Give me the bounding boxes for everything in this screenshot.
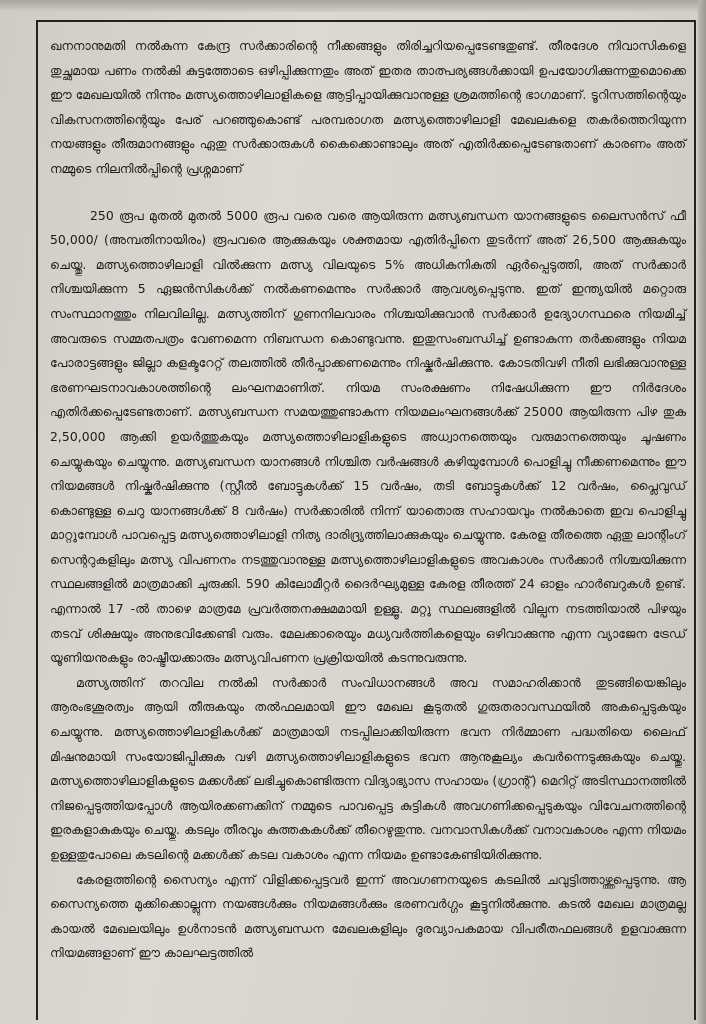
paragraph-1: ഖനനാനുമതി നൽകുന്ന കേന്ദ്ര സർക്കാരിന്റെ നീക്കങ്ങളും തിരിച്ചറിയപ്പെടേണ്ടതുണ്ട്. തീരദേശ നിവാസികളെ തുച്ഛമായ പണം നൽകി കുട്ടത്തോടെ ഒഴിപ്പിക്കുന്നതും അത് ഇതര താത്പര്യങ്ങൾക്കായി ഉപയോഗിക്കുന്നതുമൊക്കെ ഈ മേഖലയിൽ നിന്നും മത്സ്യത്തൊഴിലാളികളെ ആട്ടിപ്പായിക്കുവാനുള്ള ശ്രമത്തിന്റെ ഭാഗമാണ്. ടൂറിസത്തിന്റെയും വികസനത്തിന്റെയും പേര് പറഞ്ഞുകൊണ്ട് പരമ്പരാഗത മത്സ്യത്തൊഴിലാളി മേഖലകളെ തകർത്തെറിയുന്ന നയങ്ങളും തീരുമാനങ്ങളും ഏതു സർക്കാരുകൾ കൈക്കൊണ്ടാലും അത് എതിർക്കപ്പെടേണ്ടതാണ് കാരണം അത് നമ്മുടെ നിലനിൽപ്പിന്റെ പ്രശ്നമാണ്: [50, 38, 686, 176]
page-right-edge: [698, 0, 706, 1024]
paragraph-4: കേരളത്തിന്റെ സൈന്യം എന്ന് വിളിക്കപ്പെട്ടവർ ഇന്ന് അവഗണനയുടെ കടലിൽ ചവുട്ടിത്താഴ്ത്തപ്പെടുന്നു. ആ സൈന്യത്തെ മുക്കിക്കൊല്ലുന്ന നയങ്ങൾക്കും നിയമങ്ങൾക്കും ഭരണവർഗ്ഗം കൂട്ടുനിൽക്കുന്നു. കടൽ മേഖല മാത്രമല്ല കായൽ മേഖലയിലും ഉൾനാടൻ മത്സ്യബന്ധന മേഖലകളിലും ദൂരവ്യാപകമായ വിപരീതഫലങ്ങൾ ഉളവാക്കുന്ന നിയമങ്ങളാണ് ഈ കാലഘട്ടത്തിൽ: [50, 871, 686, 961]
paragraph-3: മത്സ്യത്തിന് തറവില നൽകി സർക്കാർ സംവിധാനങ്ങൾ അവ സമാഹരിക്കാൻ തുടങ്ങിയെങ്കിലും ആരംഭശൂരത്വം ആയി തീരുകയും തൽഫലമായി ഈ മേഖല കൂടുതൽ ഗുരുതരാവസ്ഥയിൽ അകപ്പെടുകയും ചെയ്യുന്നു. മത്സ്യത്തൊഴിലാളികൾക്ക് മാത്രമായി നടപ്പിലാക്കിയിരുന്ന ഭവന നിർമ്മാണ പദ്ധതിയെ ലൈഫ് മിഷനുമായി സംയോജിപ്പിക്കുക വഴി മത്സ്യത്തൊഴിലാളികളുടെ ഭവന ആനുകൂല്യം കവർന്നെടുക്കുകയും ചെയ്തു. മത്സ്യത്തൊഴിലാളികളുടെ മക്കൾക്ക് ലഭിച്ചുകൊണ്ടിരുന്ന വിദ്യാഭ്യാസ സഹായം (ഗ്രാന്റ്) മെറിറ്റ് അടിസ്ഥാനത്തിൽ നിജപ്പെടുത്തിയപ്പോൾ ആയിരക്കണക്കിന് നമ്മുടെ പാവപ്പെട്ട കുട്ടികൾ അവഗണിക്കപ്പെടുകയും വിവേചനത്തിന്റെ ഇരകളാകുകയും ചെയ്തു. കടലും തീരവും കുത്തകകൾക്ക് തീറെഴുതുന്നു. വനവാസികൾക്ക് വനാവകാശം എന്ന നിയമം ഉള്ളതുപോലെ കടലിന്റെ മക്കൾക്ക് കടല വകാശം എന്ന നിയമം ഉണ്ടാകേണ്ടിയിരിക്കുന്നു.: [50, 674, 686, 862]
page-top-edge: [0, 0, 706, 12]
article-body: [50, 34, 686, 966]
paragraph-2: 250 രൂപ മുതൽ മുതൽ 5000 രൂപ വരെ വരെ ആയിരുന്ന മത്സ്യബന്ധന യാനങ്ങളുടെ ലൈസൻസ് ഫീ 50,000/ (അമ്പതിനായിരം) രൂപവരെ ആക്കുകയും ശക്തമായ എതിർപ്പിനെ തുടർന്ന് അത് 26,500 ആക്കുകയും ചെയ്തു. മത്സ്യത്തൊഴിലാളി വിൽക്കുന്ന മത്സ്യ വിലയുടെ 5% അധികനികുതി ഏർപ്പെടുത്തി, അത് സർക്കാർ നിശ്ചയിക്കുന്ന 5 ഏജൻസികൾക്ക് നൽകണമെന്നും സർക്കാർ ആവശ്യപ്പെടുന്നു. ഇത് ഇന്ത്യയിൽ മറ്റൊരു സംസ്ഥാനത്തും നിലവിലില്ല. മത്സ്യത്തിന് ഗുണനിലവാരം നിശ്ചയിക്കുവാൻ സർക്കാർ ഉദ്യോഗസ്ഥരെ നിയമിച്ച് അവരുടെ സമ്മതപത്രം വേണമെന്ന നിബന്ധന കൊണ്ടുവന്നു. ഇതുസംബന്ധിച്ച് ഉണ്ടാകുന്ന തർക്കങ്ങളും നിയമ പോരാട്ടങ്ങളും ജില്ലാ കളക്ടറേറ്റ് തലത്തിൽ തീർപ്പാക്കണമെന്നും നിഷ്കർഷിക്കുന്നു. കോടതിവഴി നീതി ലഭിക്കുവാനുള്ള ഭരണഘടനാവകാശത്തിന്റെ ലംഘനമാണിത്. നിയമ സംരക്ഷണം നിഷേധിക്കുന്ന ഈ നിർദേശം എതിർക്കപ്പെടേണ്ടതാണ്. മത്സ്യബന്ധന സമയത്തുണ്ടാകുന്ന നിയമലംഘനങ്ങൾക്ക് 25000 ആയിരുന്ന പിഴ തുക 2,50,000 ആക്കി ഉയർത്തുകയും മത്സ്യത്തൊഴിലാളികളുടെ അധ്വാനത്തെയും വരുമാനത്തെയും ചൂഷണം ചെയ്യുകയും ചെയ്യുന്നു. മത്സ്യബന്ധന യാനങ്ങൾ നിശ്ചിത വർഷങ്ങൾ കഴിയുമ്പോൾ പൊളിച്ചു നീക്കണമെന്നും ഈ നിയമങ്ങൾ നിഷ്കർഷിക്കുന്നു (സ്റ്റീൽ ബോട്ടുകൾക്ക് 15 വർഷം, തടി ബോട്ടുകൾക്ക് 12 വർഷം, പ്ലൈവുഡ് കൊണ്ടുള്ള ചെറു യാനങ്ങൾക്ക് 8 വർഷം) സർക്കാരിൽ നിന്ന് യാതൊരു സഹായവും നൽകാതെ ഇവ പൊളിച്ചു മാറ്റുമ്പോൾ പാവപ്പെട്ട മത്സ്യത്തൊഴിലാളി നിത്യ ദാരിദ്ര്യത്തിലാക്കുകയും ചെയ്യുന്നു. കേരള തീരത്തെ ഏതു ലാന്റിംഗ് സെന്ററുകളിലും മത്സ്യ വിപണനം നടത്തുവാനുള്ള മത്സ്യത്തൊഴിലാളികളുടെ അവകാശം സർക്കാർ നിശ്ചയിക്കുന്ന സ്ഥലങ്ങളിൽ മാത്രമാക്കി ചുരുക്കി. 590 കിലോമീറ്റർ ദൈർഘ്യമുള്ള കേരള തീരത്ത് 24 ഓളം ഹാർബറുകൾ ഉണ്ട്. എന്നാൽ 17 -ൽ താഴെ മാത്രമേ പ്രവർത്തനക്ഷമമായി ഉള്ളൂ. മറ്റു സ്ഥലങ്ങളിൽ വില്പന നടത്തിയാൽ പിഴയും തടവ് ശിക്ഷയും അനുഭവിക്കേണ്ടി വരും. മേലക്കാരെയും മധ്യവർത്തികളെയും ഒഴിവാക്കുന്നു എന്ന വ്യാജേന ട്രേഡ് യൂണിയനുകളും രാഷ്ട്രീയക്കാരും മത്സ്യവിപണന പ്രക്രിയയിൽ കടന്നുവരുന്നു.: [50, 207, 686, 666]
